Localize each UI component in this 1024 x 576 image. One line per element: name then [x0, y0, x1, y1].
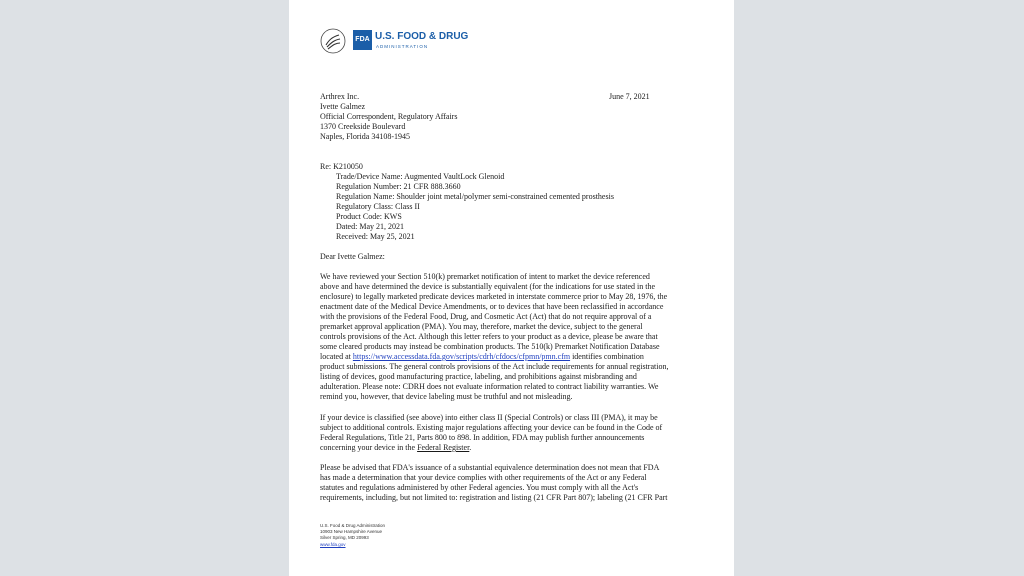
re-item: Trade/Device Name: Augmented VaultLock Glenoid: [336, 172, 505, 181]
body-line: We have reviewed your Section 510(k) premarket notification of intent to market the device referenced: [320, 272, 650, 281]
re-item: Product Code: KWS: [336, 212, 402, 221]
recipient-line: Ivette Galmez: [320, 102, 366, 111]
recipient-line: 1370 Creekside Boulevard: [320, 122, 406, 131]
footer-line: 10903 New Hampshire Avenue: [320, 529, 382, 534]
hhs-seal-icon: [320, 28, 346, 54]
recipient-line: Arthrex Inc.: [320, 92, 360, 101]
body-line: with the provisions of the Federal Food, Drug, and Cosmetic Act (Act) that do not require approval of a: [320, 312, 652, 321]
body-line: subject to additional controls. Existing major regulations affecting your device can be found in the Code of: [320, 423, 663, 432]
footer-line: Silver Spring, MD 20993: [320, 535, 369, 540]
body-line-with-link: [320, 443, 471, 453]
body-line: controls provisions of the Act. Although this letter refers to your product as a device, please be aware that: [320, 332, 658, 341]
body-line: statutes and regulations administered by other Federal agencies. You must comply with all the Act's: [320, 483, 639, 492]
body-line: premarket approval application (PMA). You may, therefore, market the device, subject to the general: [320, 322, 643, 331]
letter-page: [289, 0, 734, 576]
body-line: If your device is classified (see above) into either class II (Special Controls) or class III (PMA), it may be: [320, 413, 658, 422]
federal-register-link[interactable]: Federal Register: [417, 443, 470, 452]
link-suffix: identifies combination: [570, 352, 644, 361]
body-line: Please be advised that FDA's issuance of a substantial equivalence determination does not mean that FDA: [320, 463, 660, 472]
link-prefix: located at: [320, 352, 353, 361]
body-line: adulteration. Please note: CDRH does not evaluate information related to contract liability warranties. We: [320, 382, 659, 391]
recipient-line: Official Correspondent, Regulatory Affairs: [320, 112, 458, 121]
text-prefix: concerning your device in the: [320, 443, 418, 452]
body-line: remind you, however, that device labeling must be truthful and not misleading.: [320, 392, 573, 401]
fda-badge: FDA: [353, 30, 372, 50]
letter-date: June 7, 2021: [609, 92, 650, 101]
re-item: Dated: May 21, 2021: [336, 222, 404, 231]
body-line: above and have determined the device is substantially equivalent (for the indications for use stated in the: [320, 282, 656, 291]
re-item: Regulation Name: Shoulder joint metal/polymer semi-constrained cemented prosthesis: [336, 192, 614, 201]
body-line: listing of devices, good manufacturing practice, labeling, and prohibitions against misbranding and: [320, 372, 637, 381]
pmn-database-link[interactable]: https://www.accessdata.fda.gov/scripts/cdrh/cfdocs/cfpmn/pmn.cfm: [352, 352, 571, 361]
re-item: Regulatory Class: Class II: [336, 202, 420, 211]
salutation: Dear Ivette Galmez:: [320, 252, 385, 261]
body-line-with-link: [320, 352, 644, 362]
fda-name: U.S. FOOD & DRUG: [375, 31, 469, 42]
fda-website-link[interactable]: www.fda.gov: [320, 542, 346, 547]
re-line: Re: K210050: [320, 162, 363, 171]
fda-subtitle: ADMINISTRATION: [376, 44, 429, 49]
body-line: some cleared products may instead be combination products. The 510(k) Premarket Notification Database: [320, 342, 660, 351]
body-line: enclosure) to legally marketed predicate devices marketed in interstate commerce prior to May 28, 1976, the: [320, 292, 668, 301]
text-suffix: .: [469, 443, 472, 452]
re-item: Regulation Number: 21 CFR 888.3660: [336, 182, 461, 191]
body-line: has made a determination that your device complies with other requirements of the Act or any Federal: [320, 473, 647, 482]
body-line: requirements, including, but not limited to: registration and listing (21 CFR Part 807); labeling (21 CFR Part: [320, 493, 668, 502]
body-line: product submissions. The general controls provisions of the Act include requirements for annual registration,: [320, 362, 669, 371]
body-line: enactment date of the Medical Device Amendments, or to devices that have been reclassified in accordance: [320, 302, 664, 311]
re-item: Received: May 25, 2021: [336, 232, 415, 241]
footer-line: U.S. Food & Drug Administration: [320, 523, 386, 528]
body-line: Federal Regulations, Title 21, Parts 800 to 898. In addition, FDA may publish further announcements: [320, 433, 645, 442]
recipient-line: Naples, Florida 34108-1945: [320, 132, 410, 141]
